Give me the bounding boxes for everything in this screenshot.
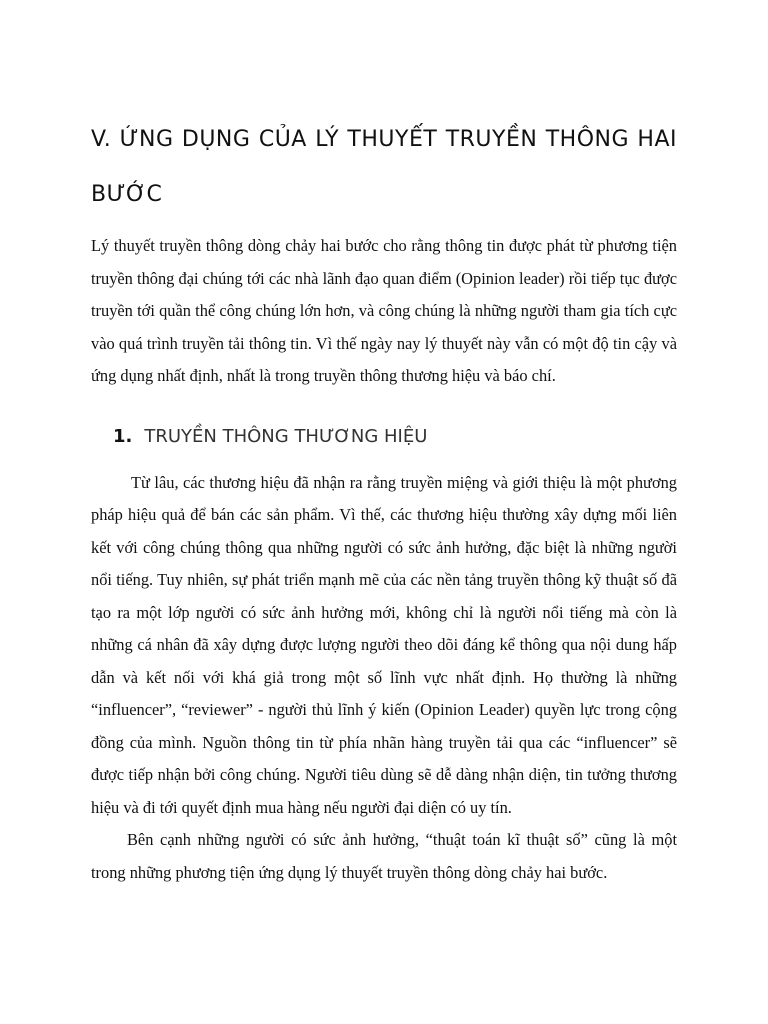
section-title: TRUYỀN THÔNG THƯƠNG HIỆU xyxy=(144,425,428,447)
intro-paragraph: Lý thuyết truyền thông dòng chảy hai bước cho rằng thông tin được phát từ phương tiện truyền thông đại chúng tới các nhà lãnh đạo quan điểm (Opinion leader) rồi tiếp tục được truyền tới quần thể công chúng lớn hơn, và công chúng là những người tham gia tích cực vào quá trình truyền tải thông tin. Vì thế ngày nay lý thuyết này vẫn có một độ tin cậy và ứng dụng nhất định, nhất là trong truyền thông thương hiệu và báo chí. xyxy=(91,236,677,385)
body-paragraph-1: Từ lâu, các thương hiệu đã nhận ra rằng truyền miệng và giới thiệu là một phương pháp hiệu quả để bán các sản phẩm. Vì thế, các thương hiệu thường xây dựng mối liên kết với công chúng thông qua những người có sức ảnh hưởng, đặc biệt là những người nổi tiếng. Tuy nhiên, sự phát triển mạnh mẽ của các nền tảng truyền thông kỹ thuật số đã tạo ra một lớp người có sức ảnh hưởng mới, không chỉ là người nổi tiếng mà còn là những cá nhân đã xây dựng được lượng người theo dõi đáng kể thông qua nội dung hấp dẫn và kết nối với khá giả trong một số lĩnh vực nhất định. Họ thường là những “influencer”, “reviewer” - người thủ lĩnh ý kiến (Opinion Leader) quyền lực trong cộng đồng của mình. Nguồn thông tin từ phía nhãn hàng truyền tải qua các “influencer” sẽ được tiếp nhận bởi công chúng. Người tiêu dùng sẽ dễ dàng nhận diện, tin tưởng thương hiệu và đi tới quyết định mua hàng nếu người đại diện có uy tín. xyxy=(91,472,677,817)
chapter-title: V. ỨNG DỤNG CỦA LÝ THUYẾT TRUYỀN THÔNG HAI BƯỚC xyxy=(91,127,677,207)
section-number: 1. xyxy=(113,425,133,447)
body-paragraph-2: Bên cạnh những người có sức ảnh hưởng, “thuật toán kĩ thuật số” cũng là một trong những phương tiện ứng dụng lý thuyết truyền thông dòng chảy hai bước. xyxy=(91,830,677,882)
section-heading xyxy=(113,417,677,457)
